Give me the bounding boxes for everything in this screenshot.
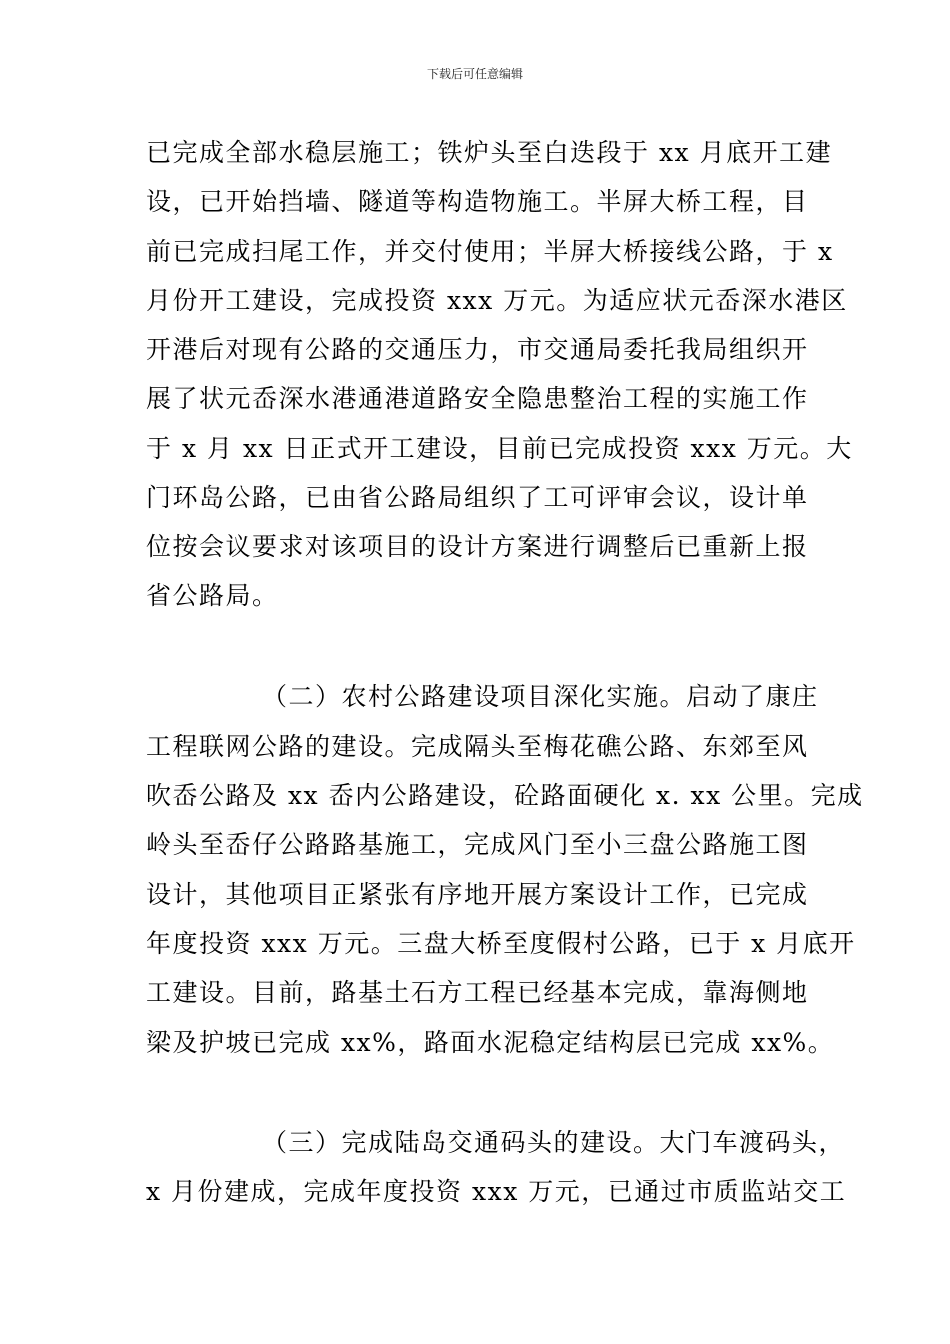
paragraph-2-line-2: 工程联网公路的建设。完成隔头至梅花礁公路、东郊至风 [146,732,809,761]
paragraph-3-line-1: （三）完成陆岛交通码头的建设。大门车渡码头， [262,1128,846,1157]
paragraph-1-line-7: 于 x 月 xx 日正式开工建设，目前已完成投资 xxx 万元。大 [146,434,853,463]
paragraph-1-line-10: 省公路局。 [146,581,279,610]
paragraph-1-line-4: 月份开工建设，完成投资 xxx 万元。为适应状元岙深水港区 [146,286,848,315]
paragraph-2-line-5: 设计，其他项目正紧张有序地开展方案设计工作，已完成 [146,880,809,909]
paragraph-1-line-6: 展了状元岙深水港通港道路安全隐患整治工程的实施工作 [146,384,809,413]
page-header: 下载后可任意编辑 [426,67,523,81]
paragraph-2-line-7: 工建设。目前，路基土石方工程已经基本完成，靠海侧地 [146,978,809,1007]
paragraph-1-line-2: 设，已开始挡墙、隧道等构造物施工。半屏大桥工程，目 [146,187,809,216]
paragraph-1-line-3: 前已完成扫尾工作，并交付使用；半屏大桥接线公路，于 x [146,237,834,266]
paragraph-2-line-3: 吹岙公路及 xx 岙内公路建设，砼路面硬化 x. xx 公里。完成 [146,781,864,810]
paragraph-2-line-6: 年度投资 xxx 万元。三盘大桥至度假村公路，已于 x 月底开 [146,929,856,958]
paragraph-1-line-9: 位按会议要求对该项目的设计方案进行调整后已重新上报 [146,532,809,561]
paragraph-3-line-2: x 月份建成，完成年度投资 xxx 万元，已通过市质监站交工 [146,1177,847,1206]
paragraph-2-line-8: 梁及护坡已完成 xx%，路面水泥稳定结构层已完成 xx%。 [146,1028,835,1057]
paragraph-1-line-1: 已完成全部水稳层施工；铁炉头至白迭段于 xx 月底开工建 [146,138,833,167]
paragraph-1-line-5: 开港后对现有公路的交通压力，市交通局委托我局组织开 [146,335,809,364]
paragraph-2-line-1: （二）农村公路建设项目深化实施。启动了康庄 [262,682,819,711]
paragraph-1-line-8: 门环岛公路，已由省公路局组织了工可评审会议，设计单 [146,483,809,512]
paragraph-2-line-4: 岭头至岙仔公路路基施工，完成风门至小三盘公路施工图 [146,830,809,859]
